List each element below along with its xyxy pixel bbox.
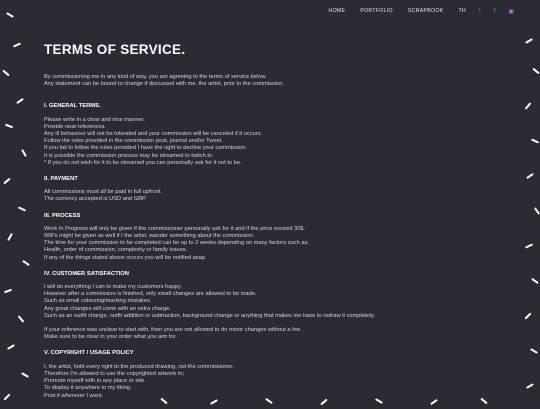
confetti-dash bbox=[2, 70, 9, 77]
confetti-dash bbox=[530, 348, 538, 354]
section-line: It is possible the commission process may be streamed to twitch.tv. bbox=[44, 152, 214, 159]
section-process bbox=[44, 213, 514, 262]
section-line: Work In Progress will only be given if the commissioner personally ask for it and if the price exceed 30$. bbox=[44, 225, 306, 232]
section-line: I, the artist, hold every right to the produced drawing, not the commissioner. bbox=[44, 363, 234, 370]
confetti-dash bbox=[7, 233, 13, 241]
section-line: Please write in a clear and nice manner. bbox=[44, 116, 145, 123]
nav-home[interactable]: HOME bbox=[328, 8, 346, 14]
section-line: However after a commission is finished, only small changes are allowed to be made. bbox=[44, 291, 257, 298]
confetti-dash bbox=[7, 344, 15, 350]
twitch-icon[interactable]: ▣ bbox=[508, 8, 514, 15]
section-line: Follow the rules provided in the commission post, journal and/or Tweet. bbox=[44, 138, 223, 145]
terms-content bbox=[44, 38, 514, 409]
nav-th[interactable]: TH bbox=[458, 8, 466, 14]
confetti-dash bbox=[18, 315, 25, 322]
confetti-dash bbox=[13, 42, 21, 47]
confetti-dash bbox=[3, 178, 10, 185]
section-line: Any ill behaviour will not be tolerated and your commission will be canceled if it occurs. bbox=[44, 131, 263, 138]
confetti-dash bbox=[532, 68, 539, 75]
section-line: Make sure to be clear in your order what you aim for. bbox=[44, 334, 177, 341]
confetti-dash bbox=[22, 260, 30, 266]
section-line: If your reference was unclear to start with, then you are not allowed to do minor changes without a fee. bbox=[44, 327, 302, 334]
confetti-dash bbox=[21, 149, 27, 157]
section-payment bbox=[44, 176, 514, 204]
nav-scrapbook[interactable]: SCRAPBOOK bbox=[407, 8, 444, 14]
section-line: Post it wherever I want. bbox=[44, 392, 104, 399]
section-line: Provide neat references. bbox=[44, 123, 106, 130]
confetti-dash bbox=[5, 124, 13, 129]
confetti-dash bbox=[3, 393, 10, 400]
section-line: Any great changes will come with an extra charge. bbox=[44, 305, 171, 312]
section-line: Promote myself with in any place or site. bbox=[44, 378, 146, 385]
page-title: TERMS OF SERVICE. bbox=[44, 42, 186, 57]
intro-line: Any statement can be bound to change if discussed with me, the artist, prior to the commission. bbox=[44, 81, 284, 88]
twitter-icon[interactable]: t bbox=[493, 8, 496, 14]
section-heading: III. PROCESS bbox=[44, 212, 81, 219]
confetti-dash bbox=[531, 138, 539, 143]
confetti-dash bbox=[526, 383, 534, 389]
section-line: Therefore I'm allowed to use the copyrighted artwork to; bbox=[44, 370, 185, 377]
confetti-dash bbox=[525, 38, 533, 44]
section-line: If you fail to follow the rules provided I have the right to decline your commission. bbox=[44, 145, 247, 152]
confetti-dash bbox=[531, 278, 539, 284]
section-heading: V. COPYRIGHT / USAGE POLICY bbox=[44, 350, 134, 357]
section-line: WIPs might be given as well if I the artist, wander something about the commission. bbox=[44, 233, 255, 240]
section-general-terms bbox=[44, 103, 514, 167]
confetti-dash bbox=[525, 102, 532, 109]
section-line: I will do everything I can to make my customers happy. bbox=[44, 284, 182, 291]
section-heading: II. PAYMENT bbox=[44, 176, 78, 183]
confetti-dash bbox=[18, 206, 26, 211]
intro-text bbox=[44, 74, 514, 88]
section-line: If any of the things stated above occurs you will be notified asap. bbox=[44, 254, 207, 261]
confetti-dash bbox=[4, 289, 12, 294]
section-line: To display it anywhere to my liking. bbox=[44, 385, 132, 392]
confetti-dash bbox=[525, 243, 533, 248]
nav-portfolio[interactable]: PORTFOLIO bbox=[360, 8, 393, 14]
section-line: Such as an outfit change, outfit addition or subtraction, background change or anything that makes me have to redraw it completely. bbox=[44, 312, 375, 319]
section-line: * If you do not wish for it to be streamed you can personally ask for it not to be. bbox=[44, 159, 242, 166]
confetti-dash bbox=[534, 207, 540, 215]
section-heading: I. GENERAL TERMS. bbox=[44, 103, 101, 110]
top-navigation bbox=[0, 0, 540, 22]
section-customer-satisfaction bbox=[44, 271, 514, 342]
confetti-dash bbox=[524, 312, 531, 319]
confetti-dash bbox=[526, 173, 534, 179]
section-line: The time for your commission to be completed can be up to 2 weeks depending on many factors such as; bbox=[44, 240, 309, 247]
confetti-dash bbox=[16, 98, 24, 104]
section-line: All commissions must all be paid in full upfront. bbox=[44, 189, 162, 196]
intro-line: By commissioning me in any kind of way, you are agreeing to the terms of service below. bbox=[44, 74, 267, 80]
confetti-dash bbox=[21, 372, 29, 378]
section-copyright bbox=[44, 350, 514, 399]
section-line: The currency accepted is USD and GBP. bbox=[44, 196, 147, 203]
section-line: Such as small colouring/marking mistakes. bbox=[44, 298, 152, 305]
section-heading: IV. CUSTOMER SATISFACTION bbox=[44, 270, 129, 277]
tumblr-icon[interactable]: t bbox=[478, 8, 481, 14]
section-line: Health, order of commission, complexity or family issues. bbox=[44, 247, 188, 254]
